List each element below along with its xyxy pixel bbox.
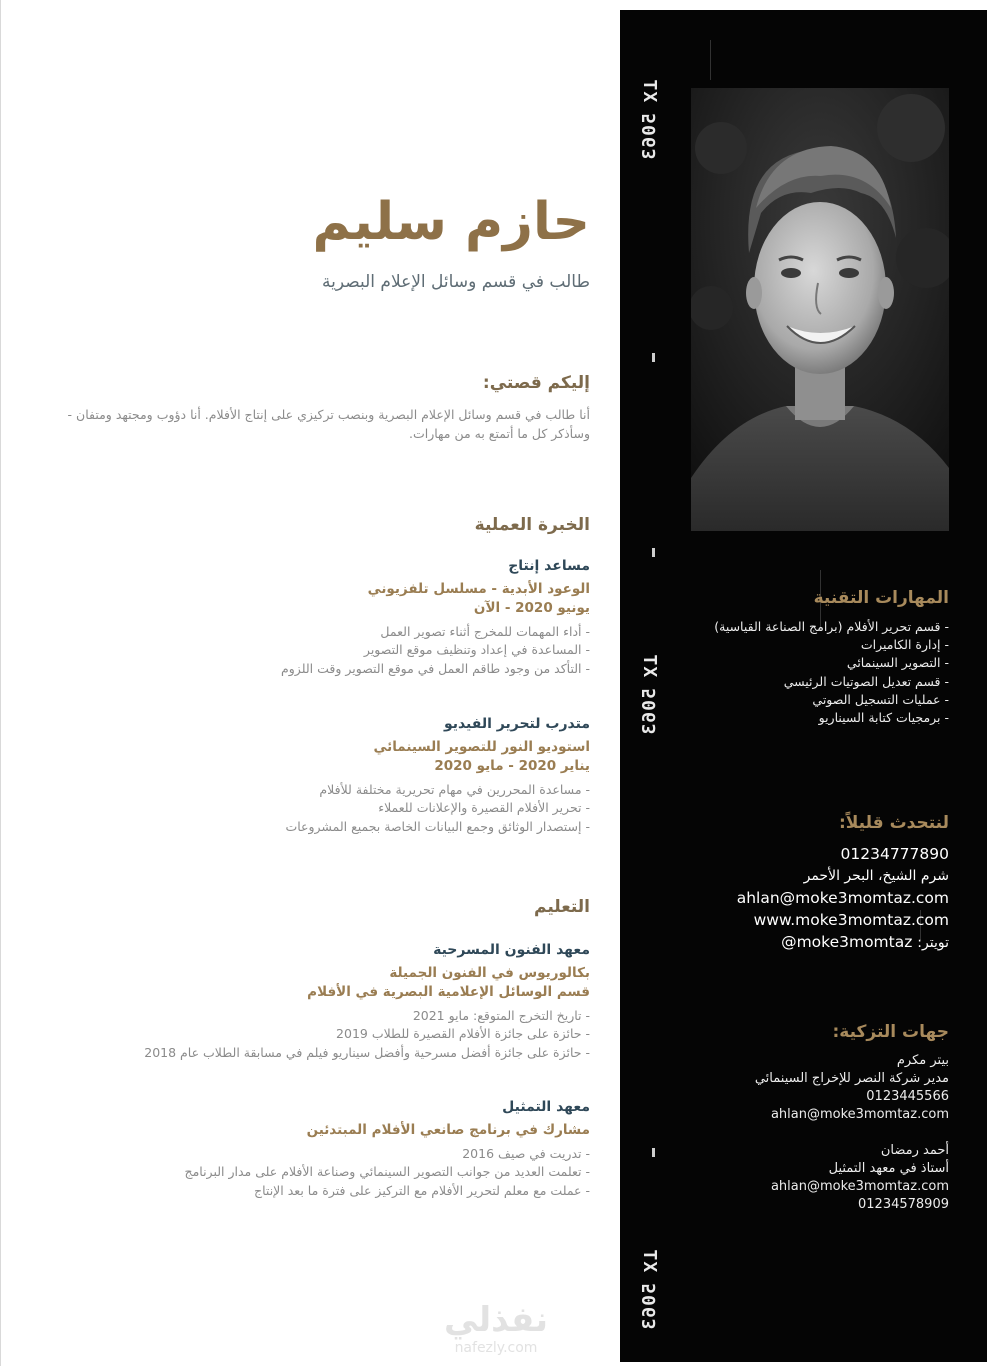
job-title: متدرب لتحرير الفيديو [443,716,590,732]
about-heading: إليكم قصتي: [482,373,590,393]
program-line: مشارك في برنامج صانعي الأفلام المبتدئين [306,1122,590,1138]
list-item: - قسم تحرير الأفلام (برامج الصناعة القياسية) [714,619,949,634]
contact-heading: لنتحدث قليلاً: [838,813,949,833]
degree-line: بكالوريوس في الفنون الجميلة [389,965,590,981]
reference-name: أحمد رمضان [880,1143,949,1158]
education-heading: التعليم [534,897,590,917]
job-period: يناير 2020 - مايو 2020 [434,758,590,774]
film-code-letters: TX [639,79,661,104]
list-item: - حائزة على جائزة أفضل مسرحية وأفضل سيناريو فيلم في مسابقة الطلاب عام 2018 [144,1044,590,1060]
about-section [483,373,590,393]
reference-name: بيتر مكرم [896,1053,949,1068]
film-code-letters: TX [639,654,661,679]
watermark-latin: nafezly.com [454,1340,538,1356]
reference-role: مدير شركة النصر للإخراج السينمائي [754,1071,949,1086]
film-code-number: 5063 [639,113,661,161]
film-scratch [710,40,711,80]
list-item: - المساعدة في إعداد وتنظيف موقع التصوير [363,642,590,658]
job-entry [285,716,590,836]
list-item: - التأكد من وجود طاقم العمل في موقع التصوير وقت اللزوم [281,660,590,676]
reference-phone: 0123445566 [866,1089,949,1104]
reference-role: أستاذ في معهد التمثيل [828,1161,949,1176]
education-notes [144,1007,590,1062]
contact-website[interactable]: www.moke3momtaz.com [753,911,949,929]
twitter-label: تويتر: [917,935,949,951]
school-title: معهد التمثيل [502,1099,590,1115]
skills-list [649,618,949,727]
film-marker-tick [652,548,655,557]
contact-twitter [649,931,949,954]
job-org: الوعود الأبدية - مسلسل تلفزيوني [367,581,590,597]
contact-phone: 01234777890 [840,845,949,863]
degree-line: قسم الوسائل الإعلامية البصرية في الأفلام [307,984,590,1000]
education-entry [185,1099,591,1200]
references-section [649,1022,949,1232]
sidebar-film-strip [620,10,987,1362]
job-org: استوديو النور للتصوير السينمائي [373,739,590,755]
reference-email[interactable]: ahlan@moke3momtaz.com [770,1107,949,1122]
film-code-letters: TX [639,1249,661,1274]
school-title: معهد الفنون المسرحية [433,942,590,958]
job-title: مساعد إنتاج [508,558,590,574]
job-entry [281,558,590,678]
watermark-arabic: نفذلي [443,1300,549,1340]
skills-section [649,588,949,727]
reference-phone: 01234578909 [858,1197,949,1212]
portrait-illustration [691,88,949,531]
contact-address: شرم الشيخ، البحر الأحمر [803,868,949,884]
skills-heading: المهارات التقنية [813,588,949,608]
references-heading: جهات التزكية: [832,1022,949,1042]
education-notes [185,1145,591,1200]
film-edge-code [630,1249,670,1331]
list-item: - برمجيات كتابة السيناريو [818,710,949,726]
list-item: - تاريخ التخرج المتوقع: مايو 2021 [412,1008,590,1023]
nafezly-watermark [431,1300,561,1366]
list-item: - إدارة الكاميرات [860,637,949,653]
list-item: - تعلمت العديد من جوانب التصوير السينمائي وصناعة الأفلام على مدار البرنامج [184,1164,590,1180]
contact-section [649,813,949,954]
twitter-handle[interactable]: moke3momtaz@ [781,933,913,951]
reference-email[interactable]: ahlan@moke3momtaz.com [770,1179,949,1194]
experience-heading-wrap [475,515,590,535]
film-edge-code [630,79,670,161]
job-period: يونيو 2020 - الآن [473,600,590,616]
experience-heading: الخبرة العملية [474,515,590,535]
list-item: - تحرير الأفلام القصيرة والإعلانات للعملاء [378,800,590,816]
contact-email[interactable]: ahlan@moke3momtaz.com [736,889,949,907]
profile-photo [691,88,949,531]
job-duties [281,623,590,678]
list-item: - مساعدة المحررين في مهام تحريرية مختلفة للأفلام [319,782,590,797]
job-duties [285,781,590,836]
film-code-number: 5063 [639,688,661,736]
reference-entry [649,1142,949,1214]
list-item: - حائزة على جائزة الأفلام القصيرة للطلاب 2019 [336,1026,590,1042]
education-heading-wrap [534,897,590,917]
film-marker-tick [652,353,655,362]
list-item: - أداء المهمات للمخرج أثناء تصوير العمل [380,624,590,639]
candidate-subtitle: طالب في قسم وسائل الإعلام البصرية [322,272,590,292]
list-item: - عمليات التسجيل الصوتي [812,691,949,707]
about-text: أنا طالب في قسم وسائل الإعلام البصرية وبنصب تركيزي على إنتاج الأفلام. أنا دؤوب ومجتهد ومتفان - وسأذكر كل ما أتمتع به من مهارات. [67,407,590,441]
list-item: - تدريت في صيف 2016 [462,1146,590,1161]
list-item: - التصوير السينمائي [846,655,949,671]
candidate-name: حازم سليم [312,192,590,252]
reference-entry [649,1052,949,1124]
education-entry [144,942,590,1062]
list-item: - قسم تعديل الصوتيات الرئيسي [783,673,949,689]
list-item: - إستصدار الوثائق وجمع البيانات الخاصة بجميع المشروعات [285,818,590,834]
list-item: - عملت مع معلم لتحرير الأفلام مع التركيز على فترة ما بعد الإنتاج [254,1182,590,1198]
film-code-number: 5063 [639,1283,661,1331]
